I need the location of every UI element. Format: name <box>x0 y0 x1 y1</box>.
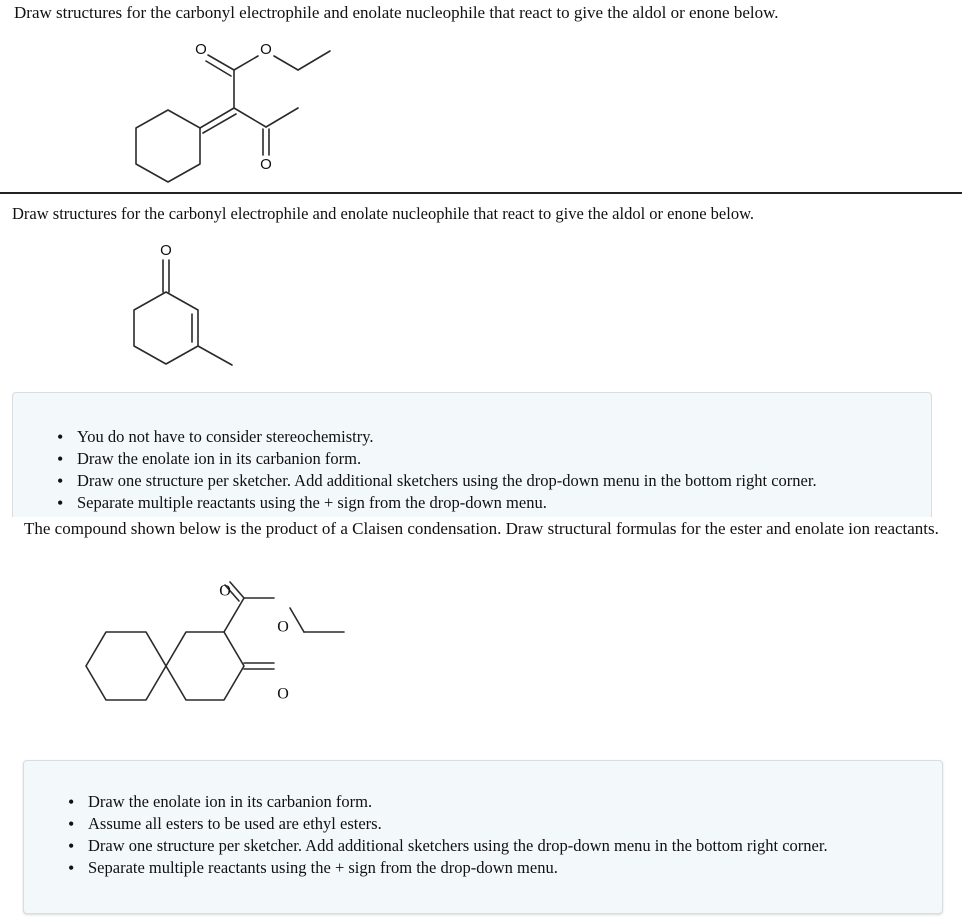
bond-alkene-acetyl <box>234 108 266 127</box>
molecule-cyclohexenone <box>0 240 300 380</box>
question-1-prompt: Draw structures for the carbonyl electrophile and enolate nucleophile that react to give the aldol or enone below. <box>14 3 779 22</box>
instructions-box-1 <box>12 392 932 517</box>
instruction-item: • Draw the enolate ion in its carbanion form. <box>77 448 817 470</box>
cyclohexenone-ring <box>134 292 198 364</box>
instruction-item: • Separate multiple reactants using the + sign from the drop-down menu. <box>77 492 817 514</box>
bond-ester-carbonyl <box>208 55 234 70</box>
section-divider <box>0 192 962 194</box>
atom-label-o: O <box>160 241 172 259</box>
atom-label-o: O <box>195 40 207 58</box>
bond-methyl <box>198 346 232 365</box>
instruction-item: • Separate multiple reactants using the + sign from the drop-down menu. <box>88 857 828 879</box>
atom-label-o: O <box>277 618 289 636</box>
instructions-box-2 <box>23 760 943 914</box>
instruction-item: • You do not have to consider stereochemistry. <box>77 426 817 448</box>
atom-label-o: O <box>260 40 272 58</box>
cyclohexane-ring <box>136 110 200 182</box>
bond-ethyl <box>298 51 330 70</box>
bond-ester-carbonyl-double <box>206 61 231 76</box>
bond-ring-ester <box>224 598 244 632</box>
bond-oxygen-ethyl <box>274 56 298 70</box>
instruction-item: • Draw the enolate ion in its carbanion form. <box>88 791 828 813</box>
bond-ester-carbonyl <box>230 582 244 598</box>
bond-acetyl-methyl <box>266 108 298 127</box>
atom-label-o: O <box>260 155 272 173</box>
instructions-list <box>48 791 828 879</box>
molecule-spiro-ketoester <box>0 570 400 750</box>
molecule-enone-ester <box>0 0 965 190</box>
instructions-list <box>37 426 817 514</box>
atom-label-o: O <box>219 582 231 600</box>
cyclohexanone-ring <box>166 632 244 700</box>
bond-oxygen-ethyl <box>290 608 304 632</box>
atom-label-o: O <box>277 685 289 703</box>
cyclohexane-ring <box>86 632 166 700</box>
bond-ester-oxygen <box>234 56 258 70</box>
question-3-prompt: The compound shown below is the product of a Claisen condensation. Draw structural formulas for the ester and enolate ion reactants. <box>24 519 939 538</box>
instruction-item: • Draw one structure per sketcher. Add additional sketchers using the drop-down menu in the bottom right corner. <box>77 470 817 492</box>
instruction-item: • Draw one structure per sketcher. Add additional sketchers using the drop-down menu in the bottom right corner. <box>88 835 828 857</box>
instruction-item: • Assume all esters to be used are ethyl esters. <box>88 813 828 835</box>
question-2-prompt: Draw structures for the carbonyl electrophile and enolate nucleophile that react to give the aldol or enone below. <box>12 204 755 223</box>
